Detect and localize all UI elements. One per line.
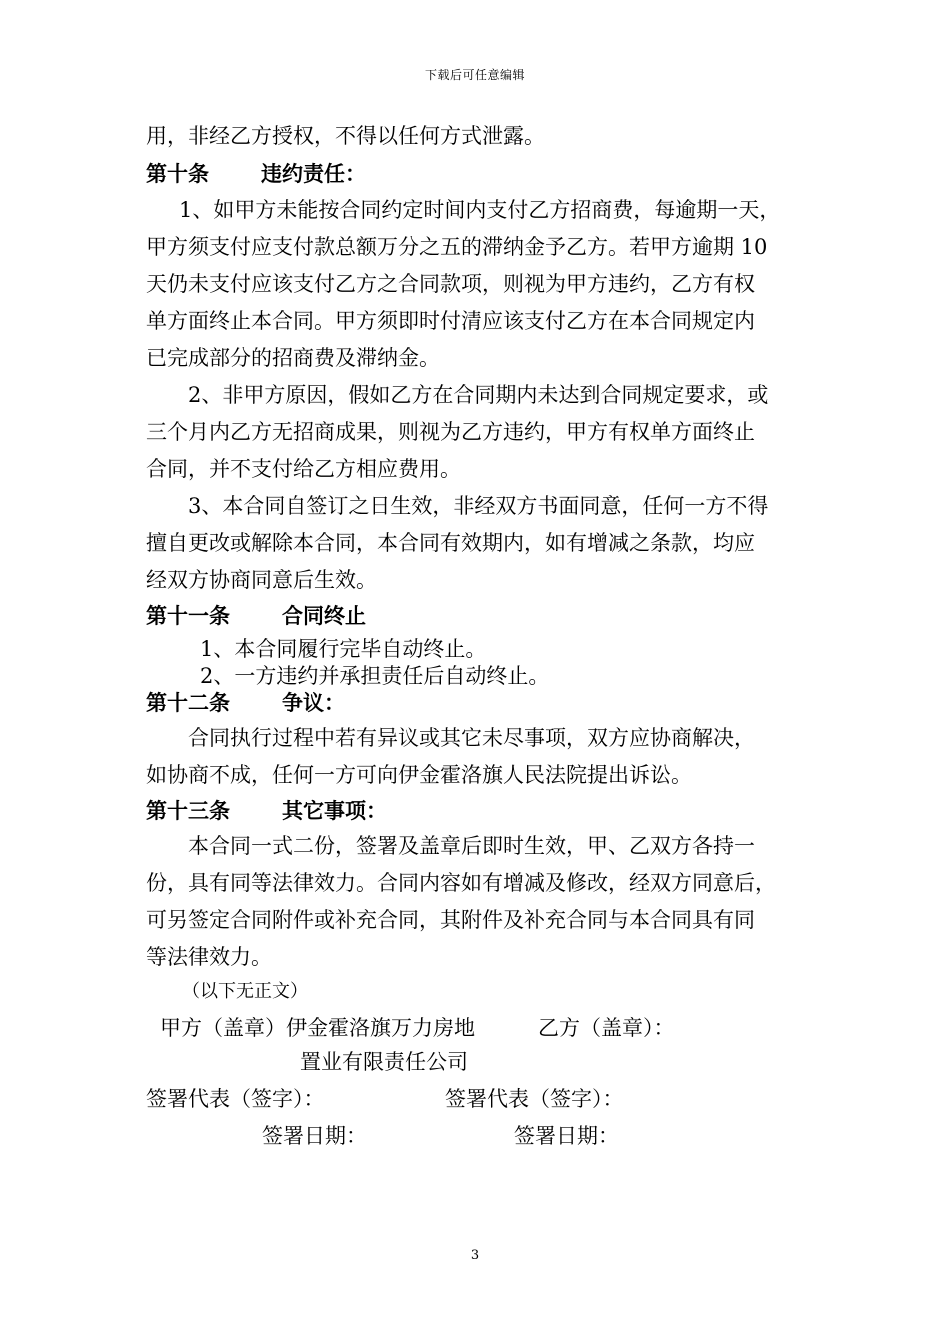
article-13-title: 其它事项： xyxy=(282,798,387,823)
article-10-p1-line-1: 1、如甲方未能按合同约定时间内支付乙方招商费，每逾期一天， xyxy=(179,198,781,222)
page-header: 下载后可任意编辑 xyxy=(424,68,525,82)
article-10-number: 第十条 xyxy=(146,161,209,186)
page-number: 3 xyxy=(470,1248,480,1263)
article-13-line-1: 本合同一式二份，签署及盖章后即时生效，甲、乙双方各持一 xyxy=(188,834,755,858)
article-10-p1-line-5: 已完成部分的招商费及滞纳金。 xyxy=(146,346,440,370)
party-b-date: 签署日期： xyxy=(514,1124,619,1148)
article-10-heading xyxy=(146,163,366,184)
article-10-p3-line-2: 擅自更改或解除本合同，本合同有效期内，如有增减之条款，均应 xyxy=(146,531,755,555)
party-a-company-cont: 置业有限责任公司 xyxy=(300,1050,468,1074)
article-10-p1-line-2: 甲方须支付应支付款总额万分之五的滞纳金予乙方。若甲方逾期 10 xyxy=(146,235,768,259)
article-10-p2-line-1: 2、非甲方原因，假如乙方在合同期内未达到合同规定要求，或 xyxy=(188,383,769,407)
article-11-heading xyxy=(146,605,366,626)
article-13-number: 第十三条 xyxy=(146,798,230,823)
article-11-item-2: 2、一方违约并承担责任后自动终止。 xyxy=(200,664,550,688)
article-13-line-2: 份，具有同等法律效力。合同内容如有增减及修改，经双方同意后， xyxy=(146,871,776,895)
article-13-line-3: 可另签定合同附件或补充合同，其附件及补充合同与本合同具有同 xyxy=(146,908,755,932)
article-12-number: 第十二条 xyxy=(146,690,230,715)
article-11-number: 第十一条 xyxy=(146,603,230,628)
article-12-line-1: 合同执行过程中若有异议或其它未尽事项，双方应协商解决， xyxy=(188,726,755,750)
party-a-representative: 签署代表（签字）： xyxy=(146,1087,325,1111)
article-11-item-1: 1、本合同履行完毕自动终止。 xyxy=(200,637,487,661)
article-10-p1-line-4: 单方面终止本合同。甲方须即时付清应该支付乙方在本合同规定内 xyxy=(146,309,755,333)
article-10-p1-line-3: 天仍未支付应该支付乙方之合同款项，则视为甲方违约，乙方有权 xyxy=(146,272,755,296)
party-a-date: 签署日期： xyxy=(262,1124,367,1148)
article-13-line-4: 等法律效力。 xyxy=(146,945,272,969)
intro-line: 用，非经乙方授权，不得以任何方式泄露。 xyxy=(146,124,545,148)
article-10-title: 违约责任： xyxy=(261,161,366,186)
article-12-line-2: 如协商不成，任何一方可向伊金霍洛旗人民法院提出诉讼。 xyxy=(146,763,692,787)
party-a-label: 甲方（盖章）伊金霍洛旗万力房地 xyxy=(160,1016,475,1040)
no-text-below-note: （以下无正文） xyxy=(182,981,308,1002)
article-10-p2-line-3: 合同，并不支付给乙方相应费用。 xyxy=(146,457,461,481)
article-13-heading xyxy=(146,800,387,821)
article-10-p3-line-1: 3、本合同自签订之日生效，非经双方书面同意，任何一方不得 xyxy=(188,494,769,518)
party-b-representative: 签署代表（签字）： xyxy=(445,1087,624,1111)
article-12-heading xyxy=(146,692,345,713)
article-10-p3-line-3: 经双方协商同意后生效。 xyxy=(146,568,377,592)
party-b-label: 乙方（盖章）： xyxy=(538,1016,675,1040)
article-11-title: 合同终止 xyxy=(282,603,366,628)
article-10-p2-line-2: 三个月内乙方无招商成果，则视为乙方违约，甲方有权单方面终止 xyxy=(146,420,755,444)
article-12-title: 争议： xyxy=(282,690,345,715)
